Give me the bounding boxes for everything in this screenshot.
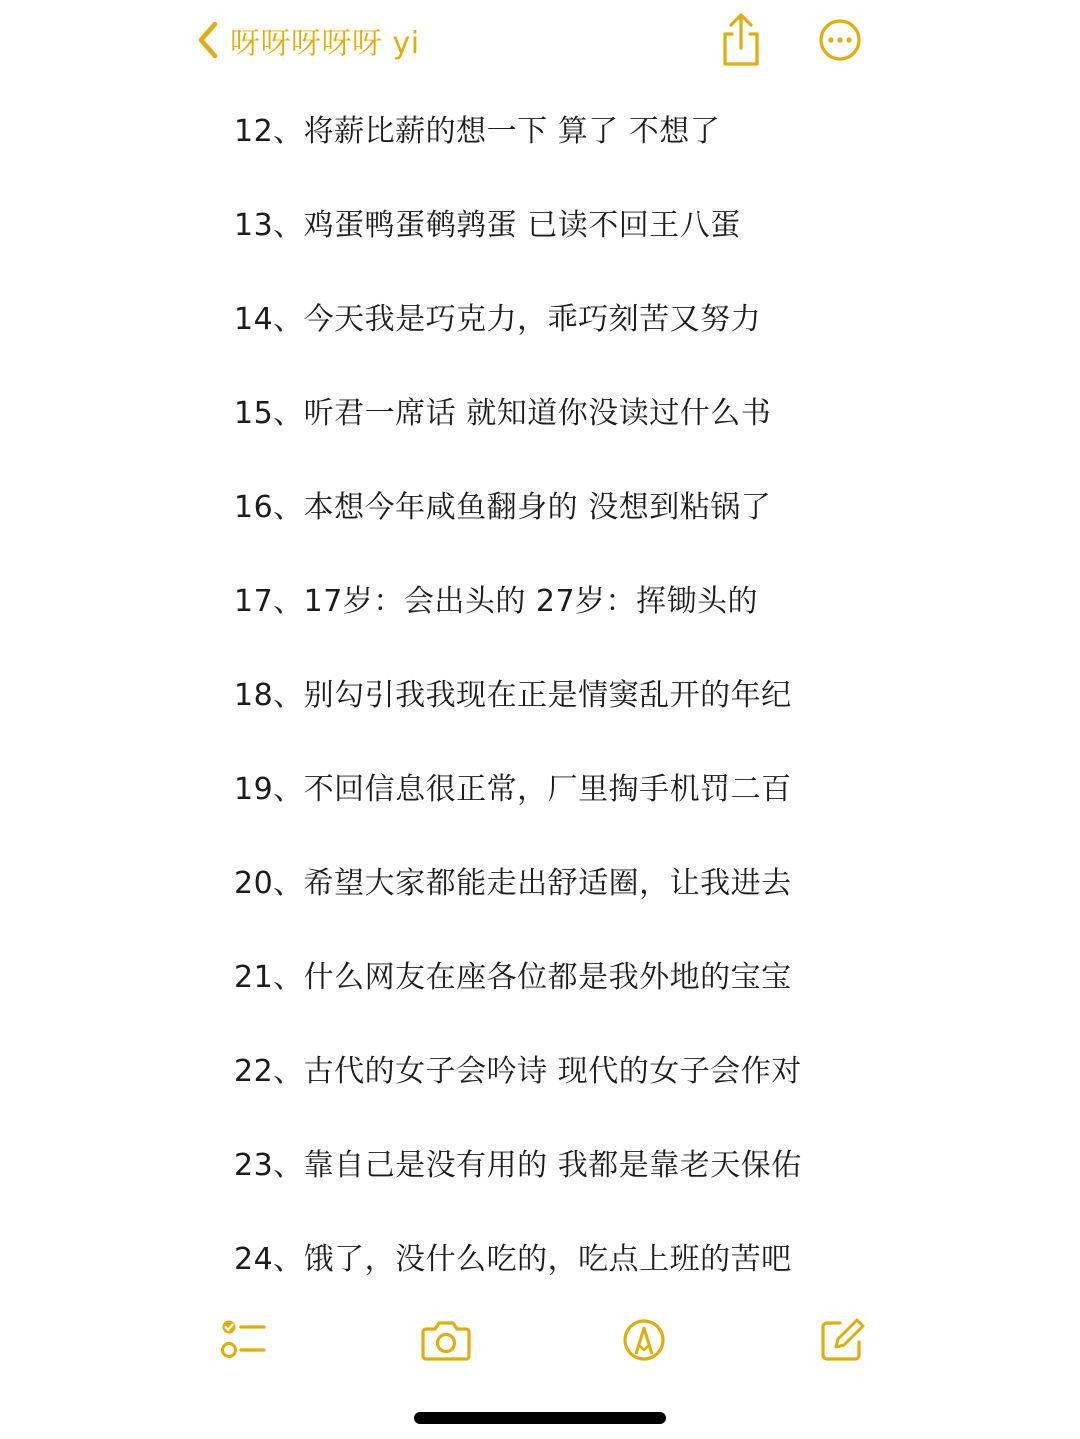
- note-line: 24、饿了，没什么吃的，吃点上班的苦吧: [234, 1242, 792, 1277]
- note-line: 19、不回信息很正常，厂里掏手机罚二百: [234, 772, 792, 807]
- compose-icon: [814, 1314, 870, 1366]
- note-line: 20、希望大家都能走出舒适圈，让我进去: [234, 866, 792, 901]
- note-line: 12、将薪比薪的想一下 算了 不想了: [234, 114, 721, 149]
- note-line: 18、别勾引我我现在正是情窦乱开的年纪: [234, 678, 792, 713]
- note-line: 17、17岁：会出头的 27岁：挥锄头的: [234, 584, 759, 619]
- note-line: 22、古代的女子会吟诗 现代的女子会作对: [234, 1054, 802, 1089]
- chevron-left-icon: [196, 20, 220, 60]
- compose-button[interactable]: [814, 1314, 870, 1366]
- note-line: 16、本想今年咸鱼翻身的 没想到粘锅了: [234, 490, 772, 525]
- note-line: 14、今天我是巧克力，乖巧刻苦又努力: [234, 302, 762, 337]
- camera-icon: [418, 1314, 474, 1366]
- share-icon: [716, 12, 766, 68]
- bottom-toolbar: [0, 1300, 1080, 1380]
- ellipsis-circle-icon: [816, 16, 864, 64]
- note-body[interactable]: [234, 106, 854, 1328]
- note-line: 13、鸡蛋鸭蛋鹌鹑蛋 已读不回王八蛋: [234, 208, 741, 243]
- checklist-icon: [214, 1314, 270, 1366]
- navigation-bar: [0, 0, 1080, 84]
- back-button[interactable]: [196, 14, 420, 66]
- back-button-label: 呀呀呀呀呀 yi: [230, 26, 420, 61]
- note-line: 21、什么网友在座各位都是我外地的宝宝: [234, 960, 792, 995]
- camera-button[interactable]: [418, 1314, 474, 1366]
- pen-tip-icon: [616, 1314, 672, 1366]
- checklist-button[interactable]: [214, 1314, 270, 1366]
- markup-button[interactable]: [616, 1314, 672, 1366]
- note-line: 23、靠自己是没有用的 我都是靠老天保佑: [234, 1148, 802, 1183]
- more-options-button[interactable]: [816, 16, 864, 64]
- share-button[interactable]: [716, 12, 766, 68]
- home-indicator[interactable]: [414, 1412, 666, 1424]
- note-line: 15、听君一席话 就知道你没读过什么书: [234, 396, 772, 431]
